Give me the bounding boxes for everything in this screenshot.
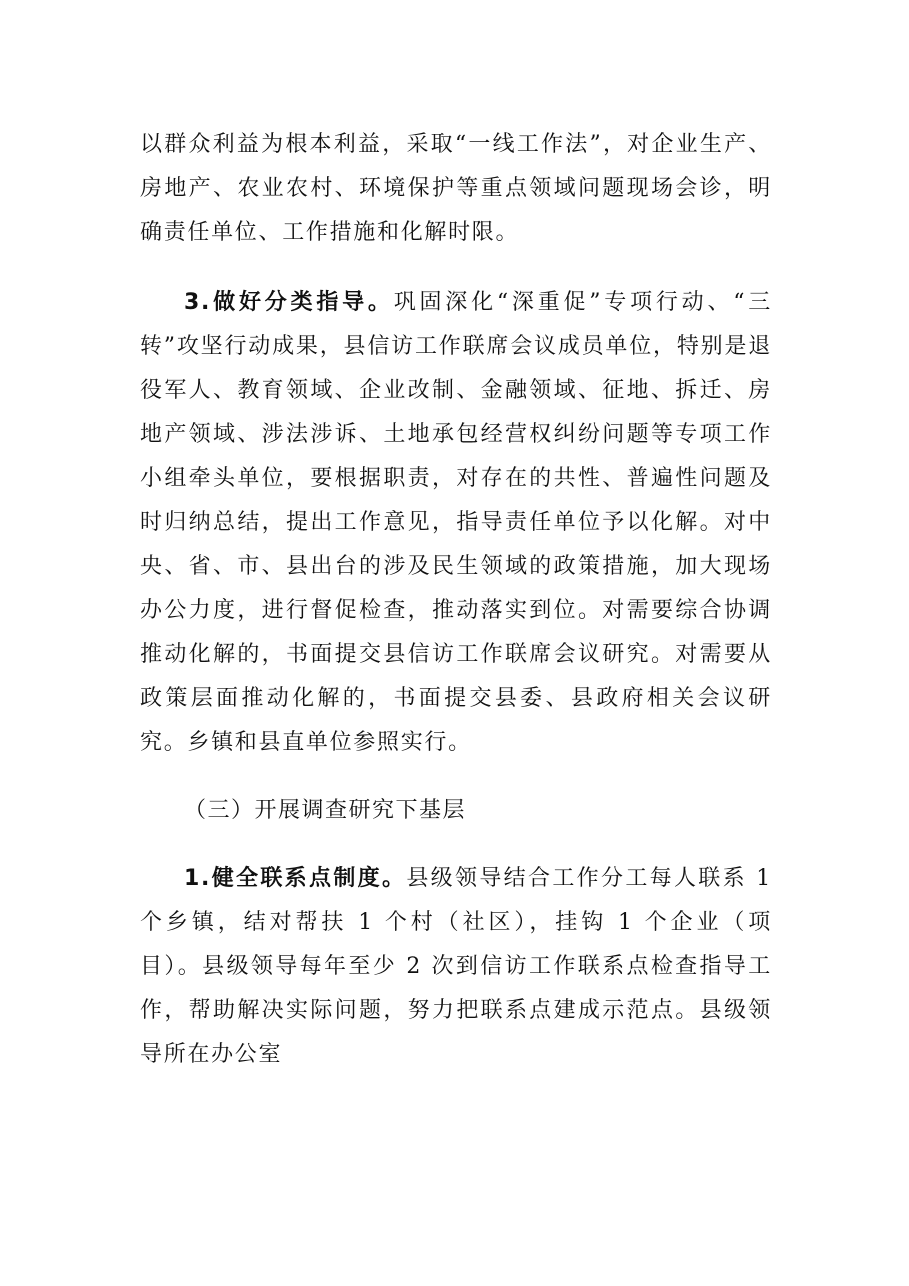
paragraph-classified-guidance xyxy=(140,281,772,765)
document-body xyxy=(140,123,772,1077)
paragraph-contact-point-system xyxy=(140,857,772,1077)
paragraph-continued: 以群众利益为根本利益，采取“一线工作法”，对企业生产、房地产、农业农村、环境保护等重点领域问题现场会诊，明确责任单位、工作措施和化解时限。 xyxy=(140,132,772,245)
paragraph-lead-heading: 1.健全联系点制度。 xyxy=(184,866,407,891)
paragraph-body-text: 巩固深化“深重促”专项行动、“三转”攻坚行动成果，县信访工作联席会议成员单位，特别是退役军人、教育领域、企业改制、金融领域、征地、拆迁、房地产领域、涉法涉诉、土地承包经营权纠纷问题等专项工作小组牵头单位，要根据职责，对存在的共性、普遍性问题及时归纳总结，提出工作意见，指导责任单位予以化解。对中央、省、市、县出台的涉及民生领域的政策措施，加大现场办公力度，进行督促检查，推动落实到位。对需要综合协调推动化解的，书面提交县信访工作联席会议研究。对需要从政策层面推动化解的，书面提交县委、县政府相关会议研究。乡镇和县直单位参照实行。 xyxy=(140,290,773,755)
section-heading: （三）开展调查研究下基层 xyxy=(184,798,467,823)
paragraph-lead-heading: 3.做好分类指导。 xyxy=(184,290,394,315)
paragraph-body-text: 县级领导结合工作分工每人联系 1 个乡镇，结对帮扶 1 个村（社区），挂钩 1 个企业（项目）。县级领导每年至少 2 次到信访工作联系点检查指导工作，帮助解决实际问题，努力把联系点建成示范点。县级领导所在办公室 xyxy=(140,866,772,1067)
